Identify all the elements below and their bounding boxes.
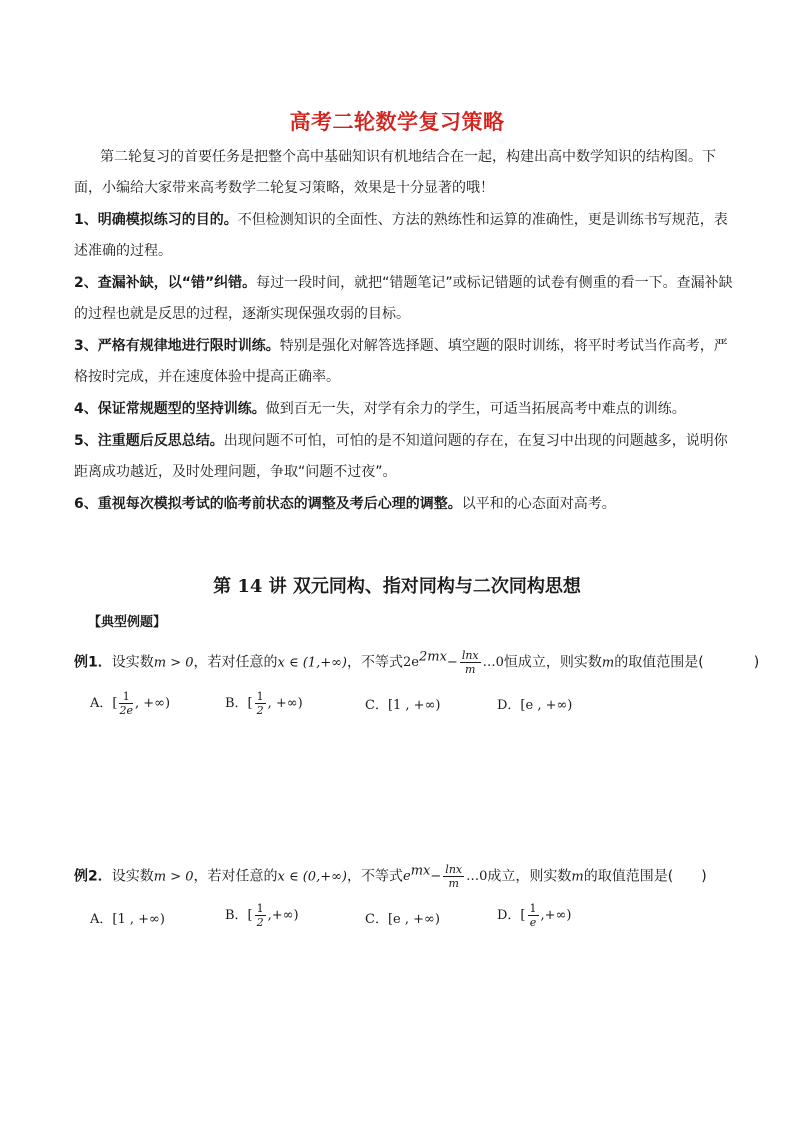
strategy-2 [74,273,734,293]
option-b2-num: 1 [256,902,264,915]
example-2-text-d: 成立，则实数 [487,868,572,885]
strategy-3 [74,336,734,356]
example-2-text-f: ) [701,868,707,885]
option-b-label: B．[ [225,696,253,711]
strategy-4-heading: 4、保证常规题型的坚持训练。 [74,401,266,417]
example-2-cond-x: x ∈ (0,+∞) [277,869,348,885]
strategy-2-heading: 2、查漏补缺，以“错”纠错。 [74,275,257,291]
strategy-5-text: 出现问题不可怕，可怕的是不知道问题的存在，在复习中出现的问题越多，说明你 [223,433,728,449]
option-b2-tail: ,+∞) [267,908,299,923]
example-1-var-m: m [601,655,615,671]
lecture-title: 第 14 讲 双元同构、指对同构与二次同构思想 [213,576,581,597]
example-2-text-b: ，若对任意的 [193,868,278,885]
example-2-frac-num: lnx [445,863,463,877]
example-2-expr-lead: e [403,869,411,885]
option-a-label: A．[ [90,696,118,711]
intro-line-1: 第二轮复习的首要任务是把整个高中基础知识有机地结合在一起，构建出高中数学知识的结构图。下 [100,149,716,165]
option-b-num: 1 [256,690,264,703]
example-2-text-e: 的取值范围是( [583,868,674,885]
example-2-fraction [443,863,464,890]
page-title: 高考二轮数学复习策略 [289,110,505,134]
example-1-text-c: ，不等式 [347,654,404,671]
option-a-fraction [119,690,133,717]
strategy-5-cont: 距离成功越近，及时处理问题，争取“问题不过夜”。 [74,464,397,480]
option-d2-fraction [528,902,539,929]
example-1-expr-lead: 2e [403,655,419,671]
example-1-expr-exp: 2mx [418,650,447,665]
strategy-1 [74,210,734,230]
example-2-text-a: 设实数 [111,868,154,885]
strategy-2-text: 每过一段时间，就把“错题笔记”或标记错题的试卷有侧重的看一下。查漏补缺 [256,275,733,291]
option-b2-fraction [255,902,266,929]
example-1-text-b: ，若对任意的 [193,654,278,671]
example-2-expr-exp: mx [410,864,431,879]
strategy-4-text: 做到百无一失，对学有余力的学生，可适当拓展高考中难点的训练。 [265,401,686,417]
example-1-expr-minus: − [446,655,458,671]
strategy-6-heading: 6、重视每次模拟考试的临考前状态的调整及考后心理的调整。 [74,496,462,512]
example-2-label: 例2． [74,868,112,885]
example-2-frac-den: m [448,877,459,891]
example-2-cond-m: m > 0 [153,869,194,885]
example-2-question [74,862,707,890]
example-2-expr-tail: …0 [466,869,488,885]
example-1-option-c[interactable]: C．[1 , +∞) [365,698,441,713]
strategy-1-heading: 1、明确模拟练习的目的。 [74,212,238,228]
example-2-option-a[interactable]: A．[1 , +∞) [90,912,165,927]
option-d2-num: 1 [529,902,537,915]
strategy-1-cont: 述准确的过程。 [74,243,172,259]
option-d2-label: D．[ [497,908,526,923]
strategy-4 [74,399,734,419]
option-b-tail: , +∞) [267,696,303,711]
option-b-fraction [255,690,266,717]
example-1-frac-num: lnx [461,649,479,663]
example-2-option-b[interactable] [225,902,299,929]
example-1-question [74,648,759,676]
example-1-option-d[interactable]: D．[e , +∞) [497,698,573,713]
example-1-text-f: ) [753,654,760,671]
example-1-fraction [460,649,481,676]
option-d2-tail: ,+∞) [540,908,572,923]
intro-line-2: 面，小编给大家带来高考数学二轮复习策略，效果是十分显著的哦！ [74,180,494,196]
example-1-text-d: 恒成立，则实数 [503,654,602,671]
option-a-den: 2e [119,704,133,717]
option-d2-den: e [529,916,537,929]
strategy-3-heading: 3、严格有规律地进行限时训练。 [74,338,280,354]
example-2-var-m: m [571,869,584,885]
example-2-option-c[interactable]: C．[e , +∞) [365,912,440,927]
example-1-text-a: 设实数 [111,654,154,671]
option-b2-label: B．[ [225,908,253,923]
example-1-expr-tail: …0 [482,655,504,671]
option-a-num: 1 [119,690,133,704]
example-2-inequality [403,863,488,891]
strategy-3-cont: 格按时完成，并在速度体验中提高正确率。 [74,369,340,385]
example-1-text-e: 的取值范围是( [614,654,704,671]
example-1-label: 例1． [74,654,112,671]
example-2-expr-minus: − [430,869,442,885]
example-1-option-b[interactable] [225,690,303,717]
strategy-6-text: 以平和的心态面对高考。 [461,496,616,512]
example-2-text-c: ，不等式 [347,868,404,885]
strategy-2-cont: 的过程也就是反思的过程，逐渐实现保强攻弱的目标。 [74,306,410,322]
example-1-option-a[interactable] [90,690,170,717]
strategy-3-text: 特别是强化对解答选择题、填空题的限时训练，将平时考试当作高考，严 [279,338,728,354]
option-b2-den: 2 [256,916,264,929]
strategy-5-heading: 5、注重题后反思总结。 [74,433,224,449]
example-1-inequality [403,649,504,677]
section-tag: 【典型例题】 [88,615,167,630]
strategy-6 [74,494,734,514]
example-1-cond-x: x ∈ (1,+∞) [277,655,348,671]
option-a-tail: , +∞) [134,696,171,711]
example-1-cond-m: m > 0 [153,655,194,671]
example-2-option-d[interactable] [497,902,571,929]
example-1-frac-den: m [465,663,476,677]
strategy-5 [74,431,734,451]
option-b-den: 2 [256,704,264,717]
strategy-1-text: 不但检测知识的全面性、方法的熟练性和运算的准确性，更是训练书写规范，表 [237,212,728,228]
